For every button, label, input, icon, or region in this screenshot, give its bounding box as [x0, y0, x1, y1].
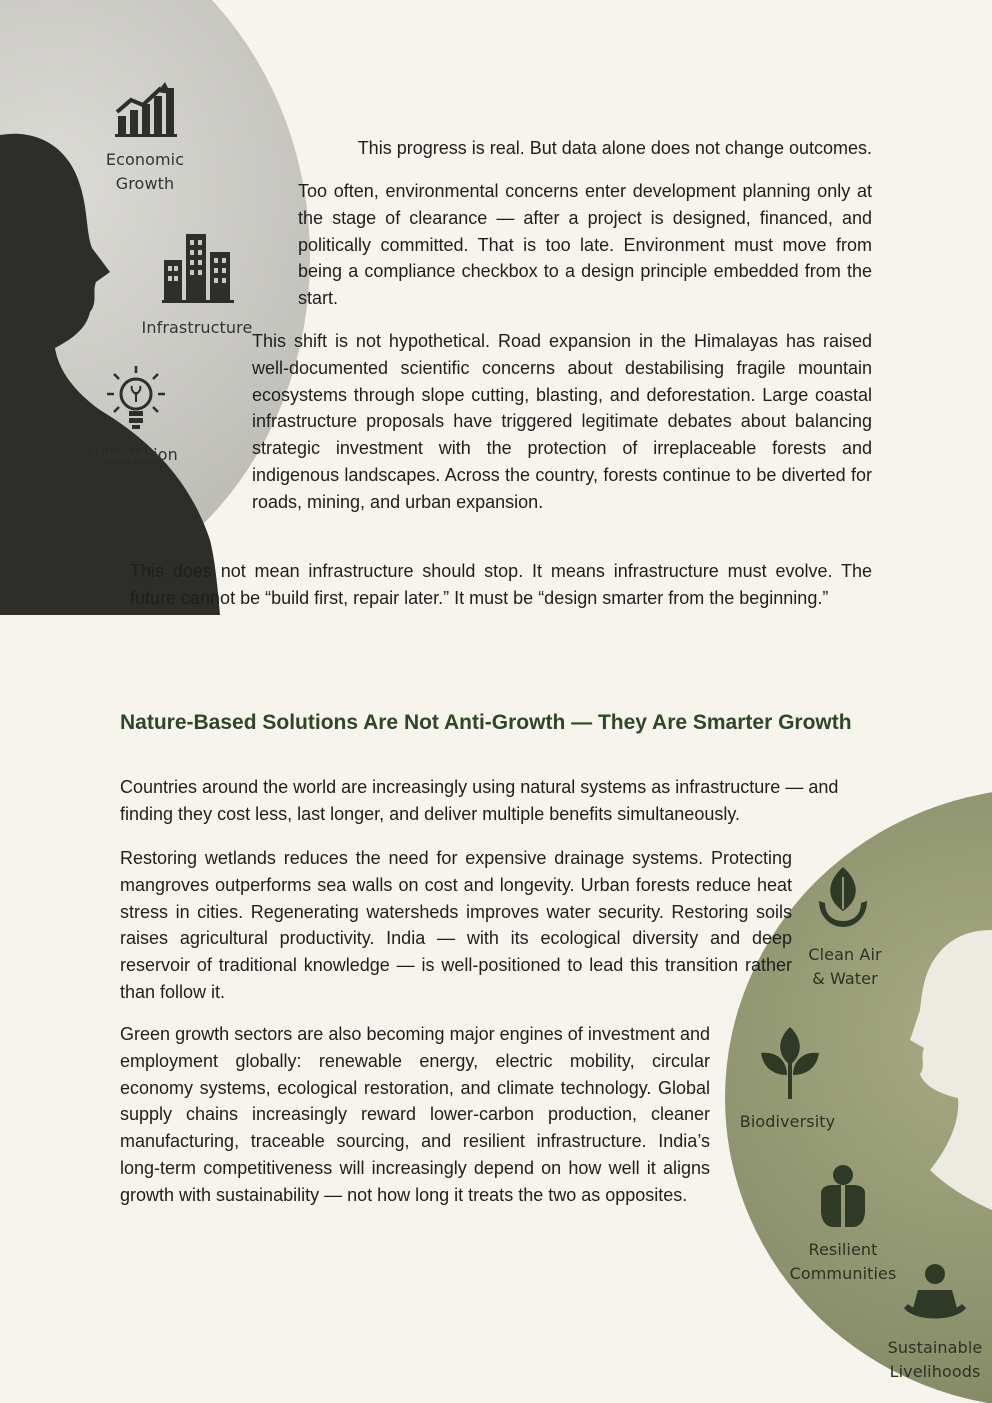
- section-paragraph-1: Countries around the world are increasingly using natural systems as infrastructure — and finding they cost less, last longer, and deliver multiple benefits simultaneously.: [120, 777, 839, 824]
- section-paragraph-3: Green growth sectors are also becoming major engines of investment and employment globally: renewable energy, electric mobility, circular economy systems, ecological restoration, and climate technology. Global supply chains increasingly reward lower-carbon production, cleaner manufacturing, traceable sourcing, and resilient infrastructure. India’s long-term competitiveness will increasingly depend on how well it aligns growth with sustainability — not how long it treats the two as opposites.: [120, 1024, 710, 1205]
- lightbulb-icon: [104, 364, 168, 438]
- intro-paragraph-2: Too often, environmental concerns enter development planning only at the stage of clearance — after a project is designed, financed, and politically committed. That is too late. Environment must move from being a compliance checkbox to a design principle embedded from the start.: [298, 181, 872, 309]
- bar-chart-icon: [113, 80, 178, 138]
- buildings-icon: [162, 230, 234, 304]
- label-infrastructure: Infrastructure: [141, 318, 253, 337]
- intro-paragraph-3: This shift is not hypothetical. Road expansion in the Himalayas has raised well-documented scientific concerns about destabilising fragile mountain ecosystems through slope cutting, blasting, and deforestation. Large coastal infrastructure proposals have triggered legitimate debates about balancing strategic investment with the protection of irreplaceable forests and indigenous landscapes. Across the country, forests continue to be diverted for roads, mining, and urban expansion.: [252, 331, 872, 512]
- people-icon: [815, 1163, 871, 1233]
- section-paragraph-2: Restoring wetlands reduces the need for expensive drainage systems. Protecting mangroves outperforms sea walls on cost and longevity. Urban forests reduce heat stress in cities. Regenerating watersheds improves water security. Restoring soils raises agricultural productivity. India — with its ecological diversity and deep reservoir of traditional knowledge — is well-positioned to lead this transition rather than follow it.: [120, 848, 792, 1002]
- intro-paragraph-4: This does not mean infrastructure should stop. It means infrastructure must evolve. The future cannot be “build first, repair later.” It must be “design smarter from the beginning.”: [130, 561, 872, 608]
- section-heading: Nature-Based Solutions Are Not Anti-Growth — They Are Smarter Growth: [120, 711, 852, 734]
- label-economic-growth: Economic Growth: [105, 150, 185, 193]
- intro-paragraph-1: This progress is real. But data alone does not change outcomes.: [357, 138, 872, 158]
- label-sustainable-livelihoods: Sustainable Livelihoods: [887, 1338, 983, 1381]
- label-biodiversity: Biodiversity: [739, 1112, 836, 1131]
- person-seated-icon: [902, 1262, 968, 1328]
- label-clean-air-water: Clean Air & Water: [808, 945, 882, 988]
- leaf-hands-icon: [815, 865, 871, 933]
- head-silhouette-light-icon: [880, 930, 992, 1403]
- label-innovation: Innovation: [92, 445, 178, 464]
- label-resilient-communities: Resilient Communities: [789, 1240, 897, 1283]
- plant-icon: [757, 1025, 823, 1101]
